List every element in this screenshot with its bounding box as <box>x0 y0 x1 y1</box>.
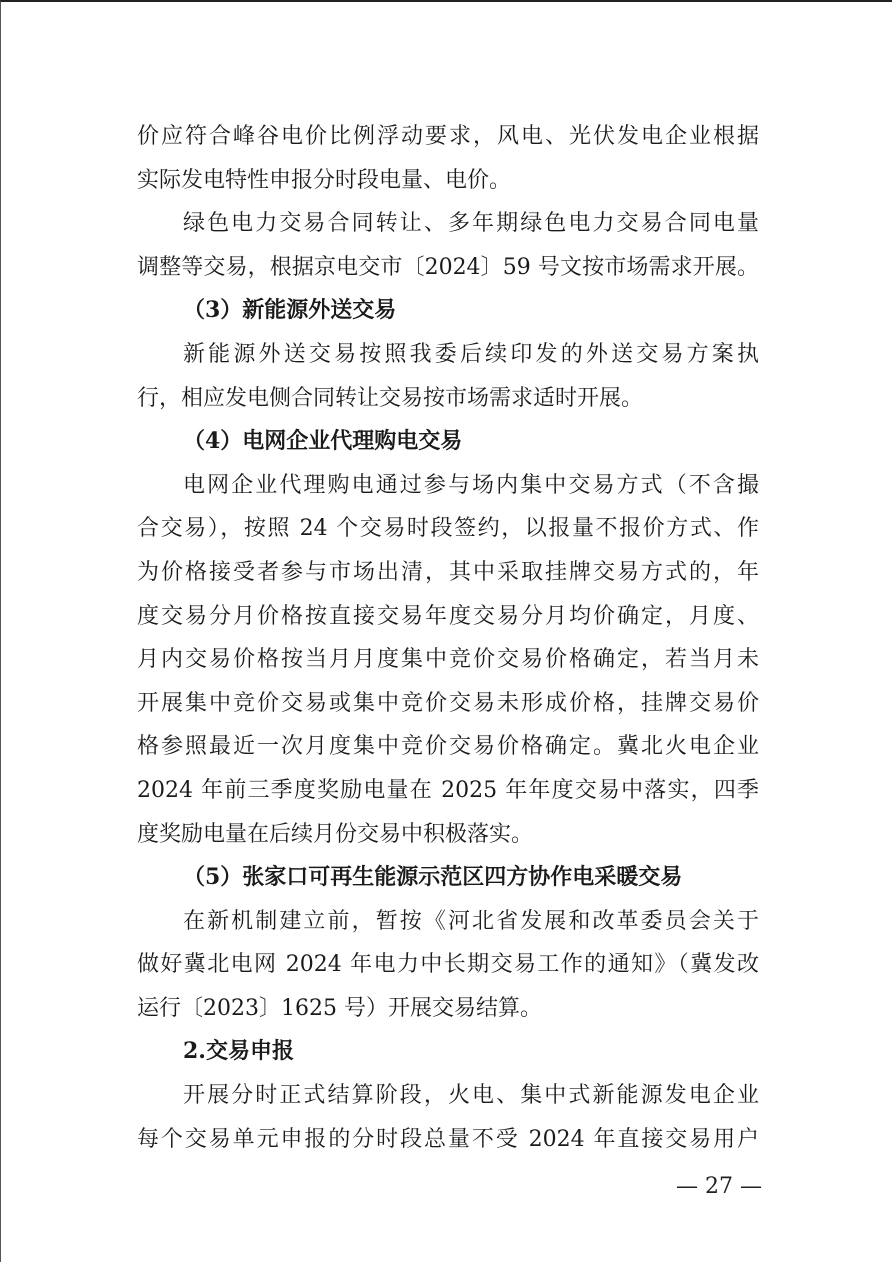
paragraph-line: 格参照最近一次月度集中竞价交易价格确定。冀北火电企业 <box>137 734 759 760</box>
section-heading: （4）电网企业代理购电交易 <box>183 428 463 455</box>
paragraph-line: 开展分时正式结算阶段，火电、集中式新能源发电企业 <box>183 1083 759 1109</box>
paragraph-line: 合交易），按照 24 个交易时段签约，以报量不报价方式、作 <box>137 516 759 542</box>
paragraph-line: 开展集中竞价交易或集中竞价交易未形成价格，挂牌交易价 <box>137 690 759 716</box>
paragraph-line: 价应符合峰谷电价比例浮动要求，风电、光伏发电企业根据 <box>137 124 759 149</box>
paragraph-line: 调整等交易，根据京电交市〔2024〕59 号文按市场需求开展。 <box>137 254 759 280</box>
section-heading: （3）新能源外送交易 <box>183 297 397 324</box>
paragraph-line: 2024 年前三季度奖励电量在 2025 年年度交易中落实，四季 <box>137 777 759 803</box>
paragraph-line: 在新机制建立前，暂按《河北省发展和改革委员会关于 <box>183 908 759 934</box>
paragraph-line: 月内交易价格按当月月度集中竞价交易价格确定，若当月未 <box>137 647 759 673</box>
document-body <box>137 115 759 1161</box>
paragraph-line: 电网企业代理购电通过参与场内集中交易方式（不含撮 <box>183 472 759 498</box>
section-heading: （5）张家口可再生能源示范区四方协作电采暖交易 <box>183 864 683 891</box>
paragraph-line: 每个交易单元申报的分时段总量不受 2024 年直接交易用户 <box>137 1126 759 1152</box>
paragraph-line: 新能源外送交易按照我委后续印发的外送交易方案执 <box>183 341 759 367</box>
section-heading: 2.交易申报 <box>183 1038 294 1065</box>
paragraph-line: 度奖励电量在后续月份交易中积极落实。 <box>137 821 534 847</box>
paragraph-line: 实际发电特性申报分时段电量、电价。 <box>137 167 512 193</box>
paragraph-line: 行，相应发电侧合同转让交易按市场需求适时开展。 <box>137 385 644 411</box>
paragraph-line: 运行〔2023〕1625 号）开展交易结算。 <box>137 995 542 1021</box>
paragraph-line: 绿色电力交易合同转让、多年期绿色电力交易合同电量 <box>183 211 759 237</box>
page-number: — 27 — <box>676 1174 762 1199</box>
paragraph-line: 做好冀北电网 2024 年电力中长期交易工作的通知》（冀发改 <box>137 952 759 978</box>
paragraph-line: 为价格接受者参与市场出清，其中采取挂牌交易方式的，年 <box>137 559 759 585</box>
paragraph-line: 度交易分月价格按直接交易年度交易分月均价确定，月度、 <box>137 603 759 629</box>
